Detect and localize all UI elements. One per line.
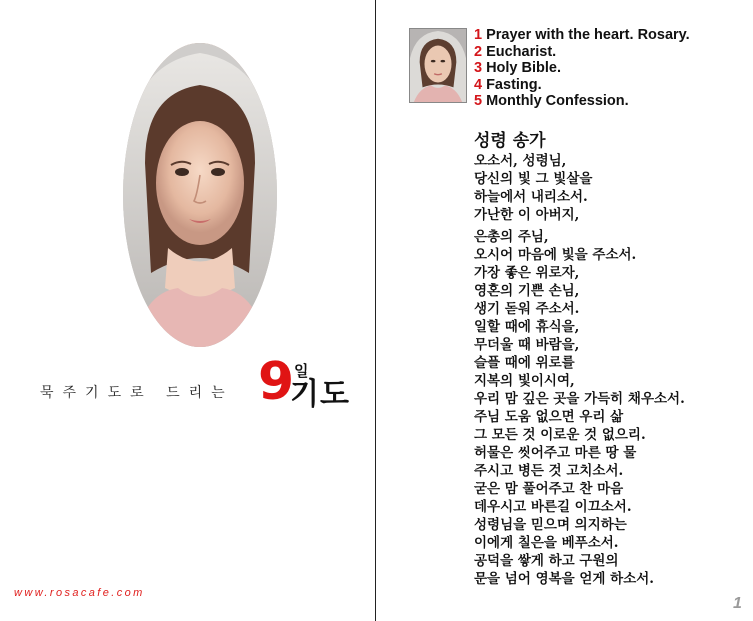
- prayer-title: [40, 352, 360, 422]
- hymn-line: 당신의 빛 그 빛살을: [474, 171, 593, 187]
- virgin-mary-portrait: [123, 43, 277, 347]
- hymn-line: 가장 좋은 위로자,: [474, 265, 580, 281]
- hymn-line: 굳은 맘 풀어주고 찬 마음: [474, 481, 624, 497]
- title-number: 9: [258, 352, 295, 412]
- hymn-line: 그 모든 것 이로운 것 없으리.: [474, 427, 646, 443]
- step-item: [474, 77, 690, 94]
- virgin-mary-thumbnail: [409, 28, 467, 103]
- step-text: Monthly Confession.: [486, 93, 629, 109]
- hymn-line: 이에게 칠은을 베푸소서.: [474, 535, 619, 551]
- title-unit: 일: [294, 362, 309, 380]
- hymn-line: 공덕을 쌓게 하고 구원의: [474, 553, 619, 569]
- left-page: [0, 0, 376, 621]
- step-item: [474, 27, 690, 44]
- hymn-stanza-1: [474, 152, 592, 224]
- hymn-line: 성령님을 믿으며 의지하는: [474, 517, 627, 533]
- five-steps-list: [474, 27, 690, 110]
- step-text: Holy Bible.: [486, 60, 562, 76]
- website-link[interactable]: www.rosacafe.com: [14, 587, 145, 599]
- hymn-line: 은총의 주님,: [474, 229, 549, 245]
- step-item: [474, 44, 690, 61]
- step-number: 4: [474, 76, 483, 93]
- title-prefix: 묵주기도로 드리는: [40, 385, 234, 401]
- hymn-line: 영혼의 기쁜 손님,: [474, 283, 580, 299]
- hymn-stanza-4: [474, 516, 654, 588]
- step-number: 2: [474, 43, 483, 60]
- hymn-line: 오소서, 성령님,: [474, 153, 567, 169]
- hymn-line: 슬플 때에 위로를: [474, 355, 575, 371]
- hymn-line: 데우시고 바른길 이끄소서.: [474, 499, 632, 515]
- thumbnail-illustration: [410, 29, 466, 102]
- hymn-line: 우리 맘 깊은 곳을 가득히 채우소서.: [474, 391, 685, 407]
- title-word: 기도: [290, 377, 350, 412]
- hymn-line: 하늘에서 내리소서.: [474, 189, 588, 205]
- hymn-line: 지복의 빛이시여,: [474, 373, 575, 389]
- right-page: [377, 0, 753, 621]
- portrait-illustration: [123, 43, 277, 347]
- hymn-line: 무더울 때 바람을,: [474, 337, 580, 353]
- step-text: Fasting.: [486, 76, 542, 93]
- hymn-line: 주님 도움 없으면 우리 삶: [474, 409, 624, 425]
- hymn-line: 생기 돋워 주소서.: [474, 301, 580, 317]
- step-text: Prayer with the heart. Rosary.: [486, 27, 690, 43]
- step-text: Eucharist.: [486, 43, 557, 60]
- hymn-line: 가난한 이 아버지,: [474, 207, 580, 223]
- page-number: 1: [733, 595, 742, 612]
- step-number: 1: [474, 27, 483, 43]
- step-item: [474, 93, 690, 110]
- hymn-line: 허물은 씻어주고 마른 땅 물: [474, 445, 637, 461]
- hymn-line: 일할 때에 휴식을,: [474, 319, 580, 335]
- hymn-stanza-3: [474, 408, 646, 516]
- hymn-stanza-2: [474, 228, 685, 408]
- step-item: [474, 60, 690, 77]
- hymn-line: 주시고 병든 것 고치소서.: [474, 463, 624, 479]
- hymn-line: 오시어 마음에 빛을 주소서.: [474, 247, 637, 263]
- hymn-line: 문을 넘어 영복을 얻게 하소서.: [474, 571, 654, 587]
- step-number: 5: [474, 93, 483, 109]
- step-number: 3: [474, 60, 483, 76]
- hymn-title: 성령 송가: [474, 131, 546, 151]
